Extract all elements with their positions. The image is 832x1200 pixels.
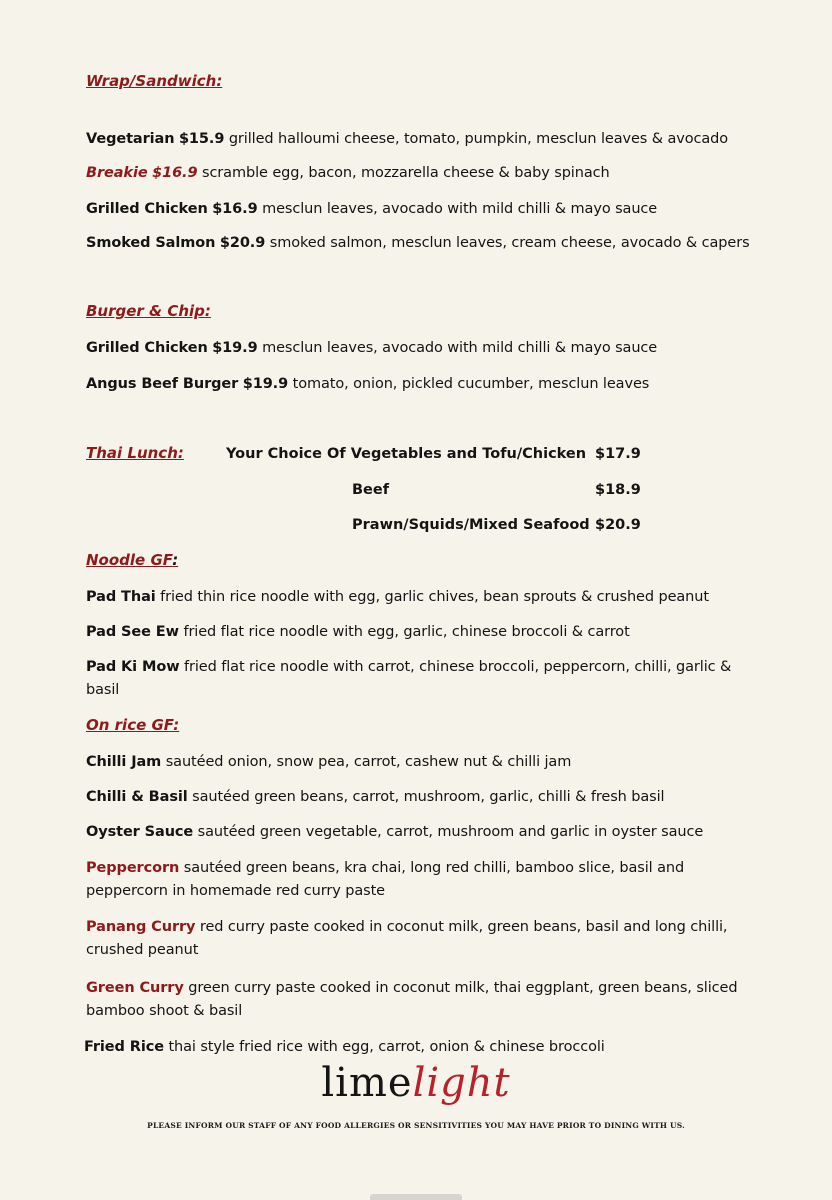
logo-part-light: light	[412, 1060, 511, 1106]
item-description: thai style fried rice with egg, carrot, onion & chinese broccoli	[168, 1039, 605, 1055]
menu-item	[84, 1036, 764, 1059]
section-heading-wrap: Wrap/Sandwich:	[86, 72, 223, 90]
item-description: fried flat rice noodle with carrot, chinese broccoli, peppercorn, chilli, garlic & basil	[86, 659, 732, 698]
item-description: sautéed green beans, carrot, mushroom, garlic, chilli & fresh basil	[192, 789, 665, 805]
item-name: Pad Ki Mow	[86, 659, 180, 675]
item-description: sautéed onion, snow pea, carrot, cashew nut & chilli jam	[165, 754, 572, 770]
home-indicator-bar	[370, 1194, 462, 1200]
section-heading-thai: Thai Lunch:	[86, 444, 184, 462]
item-price: $15.9	[178, 131, 225, 147]
menu-item	[86, 656, 766, 702]
item-name: Chilli Jam	[86, 754, 162, 770]
item-description: grilled halloumi cheese, tomato, pumpkin, mesclun leaves & avocado	[228, 131, 729, 147]
menu-item	[86, 232, 766, 255]
item-description: sautéed green vegetable, carrot, mushroom and garlic in oyster sauce	[197, 824, 704, 840]
item-name: Pad See Ew	[86, 624, 179, 640]
item-name: Vegetarian	[86, 131, 175, 147]
item-price: $19.9	[242, 376, 289, 392]
thai-option-price: $17.9	[595, 446, 641, 462]
menu-item	[86, 128, 766, 151]
item-name: Grilled Chicken	[86, 340, 208, 356]
menu-item	[86, 373, 766, 396]
item-name: Smoked Salmon	[86, 235, 216, 251]
allergy-disclaimer: PLEASE INFORM OUR STAFF OF ANY FOOD ALLERGIES OR SENSITIVITIES YOU MAY HAVE PRIOR TO DINING WITH US.	[147, 1121, 685, 1130]
thai-option-price: $18.9	[595, 482, 641, 498]
item-name: Angus Beef Burger	[86, 376, 239, 392]
item-name: Grilled Chicken	[86, 201, 208, 217]
item-description: mesclun leaves, avocado with mild chilli & mayo sauce	[262, 340, 658, 356]
item-name: Peppercorn	[86, 860, 180, 876]
section-heading-noodle-colon: :	[172, 551, 179, 569]
section-heading-noodle-text: Noodle GF	[86, 551, 173, 569]
menu-item	[86, 198, 766, 221]
item-name: Fried Rice	[84, 1039, 164, 1055]
menu-item	[86, 162, 766, 185]
item-name: Chilli & Basil	[86, 789, 188, 805]
item-price: $20.9	[219, 235, 266, 251]
menu-item	[86, 751, 766, 774]
item-name: Green Curry	[86, 980, 184, 996]
menu-item	[86, 977, 766, 1023]
section-heading-rice: On rice GF:	[86, 716, 180, 734]
restaurant-logo	[0, 1060, 832, 1106]
item-description: fried flat rice noodle with egg, garlic, chinese broccoli & carrot	[183, 624, 630, 640]
item-name: Oyster Sauce	[86, 824, 194, 840]
item-description: green curry paste cooked in coconut milk, thai eggplant, green beans, sliced bamboo shoot & basil	[86, 980, 738, 1019]
item-description: fried thin rice noodle with egg, garlic chives, bean sprouts & crushed peanut	[160, 589, 709, 605]
item-description: mesclun leaves, avocado with mild chilli & mayo sauce	[262, 201, 658, 217]
menu-item	[86, 821, 766, 844]
section-heading-burger: Burger & Chip:	[86, 302, 211, 320]
menu-item	[86, 857, 766, 903]
thai-option-label: Beef	[352, 482, 390, 498]
menu-item	[86, 786, 766, 809]
item-description: smoked salmon, mesclun leaves, cream cheese, avocado & capers	[269, 235, 750, 251]
logo-part-lime: lime	[321, 1060, 413, 1106]
item-price: $19.9	[212, 340, 258, 356]
item-name: Breakie	[86, 165, 148, 181]
item-name: Pad Thai	[86, 589, 156, 605]
item-description: sautéed green beans, kra chai, long red chilli, bamboo slice, basil and peppercorn in homemade red curry paste	[86, 860, 685, 899]
menu-item	[86, 621, 766, 644]
item-price: $16.9	[212, 201, 258, 217]
thai-option-label: Prawn/Squids/Mixed Seafood	[352, 517, 590, 533]
section-heading-noodle	[86, 551, 178, 569]
thai-option-label: Your Choice Of Vegetables and Tofu/Chicken	[226, 446, 587, 462]
thai-option-price: $20.9	[595, 517, 641, 533]
item-name: Panang Curry	[86, 919, 196, 935]
menu-item	[86, 337, 766, 360]
menu-item	[86, 586, 766, 609]
item-price: $16.9	[152, 165, 198, 181]
item-description: scramble egg, bacon, mozzarella cheese & baby spinach	[201, 165, 610, 181]
item-description: red curry paste cooked in coconut milk, green beans, basil and long chilli, crushed peanut	[86, 919, 728, 958]
item-description: tomato, onion, pickled cucumber, mesclun leaves	[292, 376, 650, 392]
menu-item	[86, 916, 766, 962]
